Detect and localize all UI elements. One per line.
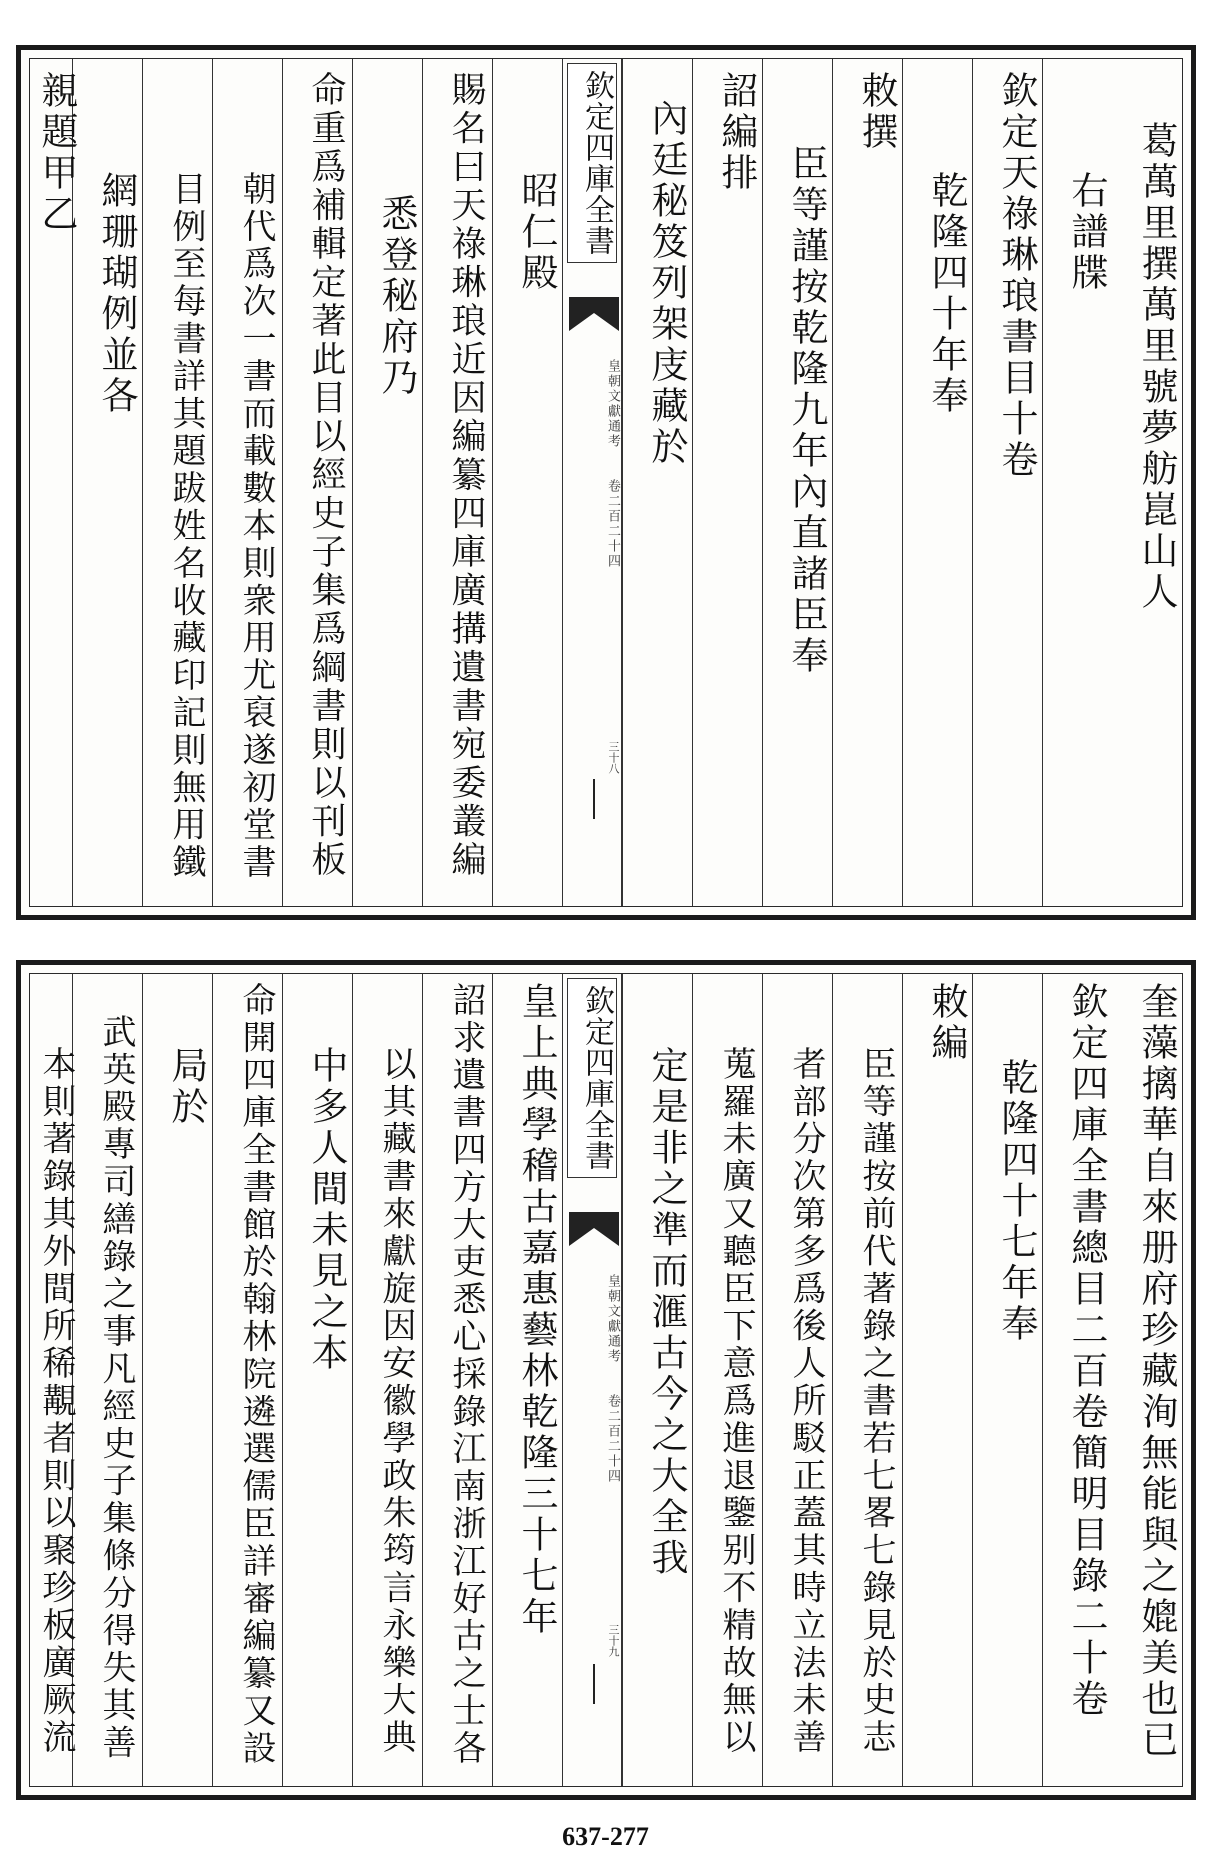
top-col-14 bbox=[142, 59, 212, 906]
top-col-3 bbox=[972, 59, 1042, 906]
column-text: 欽定天祿琳琅書目十卷 bbox=[995, 71, 1038, 481]
book-subtitle: 皇朝文獻通考 bbox=[605, 359, 620, 449]
bottom-col-9 bbox=[492, 974, 562, 1786]
top-col-15 bbox=[72, 59, 142, 906]
top-col-11 bbox=[352, 59, 422, 906]
column-text: 乾隆四十七年奉 bbox=[995, 1058, 1038, 1345]
top-col-10 bbox=[422, 59, 492, 906]
column-text: 敕編 bbox=[925, 982, 968, 1064]
column-text: 欽定四庫全書總目二百卷簡明目錄二十卷 bbox=[1065, 982, 1108, 1720]
column-text: 武英殿專司繕錄之事凡經史子集條分得失其善 bbox=[96, 1014, 136, 1762]
column-text: 臣等謹按前代著錄之書若七畧七錄見於史志 bbox=[856, 1046, 896, 1757]
top-page-frame bbox=[29, 58, 1183, 907]
book-subtitle: 皇朝文獻通考 bbox=[605, 1274, 620, 1364]
column-text: 奎藻摛華自來册府珍藏洵無能與之媲美也已 bbox=[1135, 982, 1178, 1761]
column-text: 乾隆四十年奉 bbox=[925, 171, 968, 417]
fishtail-mark-icon bbox=[569, 1212, 619, 1246]
column-text: 本則著錄其外間所稀覯者則以聚珍板廣厥流 bbox=[36, 1046, 76, 1757]
column-text: 皇上典學稽古嘉惠藝林乾隆三十七年 bbox=[515, 982, 558, 1638]
bottom-col-4 bbox=[902, 974, 972, 1786]
bottom-col-15 bbox=[72, 974, 142, 1786]
top-col-2 bbox=[1042, 59, 1112, 906]
top-col-5 bbox=[832, 59, 902, 906]
top-col-12 bbox=[282, 59, 352, 906]
column-text: 網珊瑚例並各 bbox=[95, 171, 138, 417]
fishtail-mark-icon bbox=[569, 297, 619, 331]
bottom-col-5 bbox=[832, 974, 902, 1786]
volume-label: 卷二百二十四 bbox=[605, 479, 620, 569]
column-text: 昭仁殿 bbox=[515, 171, 558, 294]
column-text: 中多人間未見之本 bbox=[305, 1046, 348, 1374]
column-text: 親題甲乙 bbox=[35, 71, 78, 235]
volume-label: 卷二百二十四 bbox=[605, 1394, 620, 1484]
column-text: 右譜牒 bbox=[1065, 171, 1108, 294]
column-text: 命重爲補輯定著此目以經史子集爲綱書則以刊板 bbox=[306, 71, 346, 880]
bottom-col-10 bbox=[422, 974, 492, 1786]
column-text: 賜名曰天祿琳琅近因編纂四庫廣搆遺書宛委叢編 bbox=[446, 71, 486, 880]
bottom-center-column bbox=[562, 974, 622, 1786]
bottom-col-14 bbox=[142, 974, 212, 1786]
bottom-col-7 bbox=[692, 974, 762, 1786]
column-text: 臣等謹按乾隆九年內直諸臣奉 bbox=[785, 144, 828, 677]
bottom-col-2 bbox=[1042, 974, 1112, 1786]
bottom-col-16 bbox=[30, 974, 76, 1786]
column-text: 命開四庫全書館於翰林院遴選儒臣詳審編纂又設 bbox=[236, 982, 276, 1768]
column-text: 內廷秘笈列架庋藏於 bbox=[645, 99, 688, 468]
book-title: 欽定四庫全書 bbox=[567, 63, 617, 263]
column-text: 蒐羅未廣又聽臣下意爲進退鑒别不精故無以 bbox=[716, 1046, 756, 1757]
page-number: 三十八 bbox=[607, 741, 620, 774]
column-text: 詔求遺書四方大吏悉心採錄江南浙江好古之士各 bbox=[446, 982, 486, 1768]
top-page bbox=[16, 45, 1196, 920]
top-col-7 bbox=[692, 59, 762, 906]
top-col-13 bbox=[212, 59, 282, 906]
column-text: 悉登秘府乃 bbox=[375, 194, 418, 399]
bottom-col-3 bbox=[972, 974, 1042, 1786]
top-col-1 bbox=[1112, 59, 1182, 906]
top-col-16 bbox=[30, 59, 78, 906]
page-footer-code: 637-277 bbox=[562, 1822, 649, 1851]
top-col-9 bbox=[492, 59, 562, 906]
page-number: 三十九 bbox=[607, 1624, 620, 1657]
top-col-4 bbox=[902, 59, 972, 906]
bottom-col-6 bbox=[762, 974, 832, 1786]
bottom-page bbox=[16, 960, 1196, 1800]
lower-fishtail-mark-icon bbox=[569, 779, 619, 819]
column-text: 以其藏書來獻旋因安徽學政朱筠言永樂大典 bbox=[376, 1046, 416, 1757]
column-text: 目例至每書詳其題跋姓名收藏印記則無用鐵 bbox=[166, 171, 206, 882]
top-col-6 bbox=[762, 59, 832, 906]
bottom-col-1 bbox=[1112, 974, 1182, 1786]
top-col-8 bbox=[622, 59, 692, 906]
bottom-col-12 bbox=[282, 974, 352, 1786]
column-text: 葛萬里撰萬里號夢舫崑山人 bbox=[1135, 121, 1178, 613]
bottom-col-13 bbox=[212, 974, 282, 1786]
top-center-column bbox=[562, 59, 622, 906]
column-text: 敕撰 bbox=[855, 71, 898, 153]
column-text: 者部分次第多爲後人所駁正蓋其時立法未善 bbox=[786, 1046, 826, 1757]
column-text: 局於 bbox=[165, 1046, 208, 1128]
column-text: 詔編排 bbox=[715, 71, 758, 194]
lower-fishtail-mark-icon bbox=[569, 1664, 619, 1704]
book-title: 欽定四庫全書 bbox=[567, 978, 617, 1178]
bottom-col-8 bbox=[622, 974, 692, 1786]
bottom-page-frame bbox=[29, 973, 1183, 1787]
column-text: 朝代爲次一書而載數本則衆用尤裒遂初堂書 bbox=[236, 171, 276, 882]
column-text: 定是非之準而滙古今之大全我 bbox=[645, 1046, 688, 1579]
bottom-col-11 bbox=[352, 974, 422, 1786]
